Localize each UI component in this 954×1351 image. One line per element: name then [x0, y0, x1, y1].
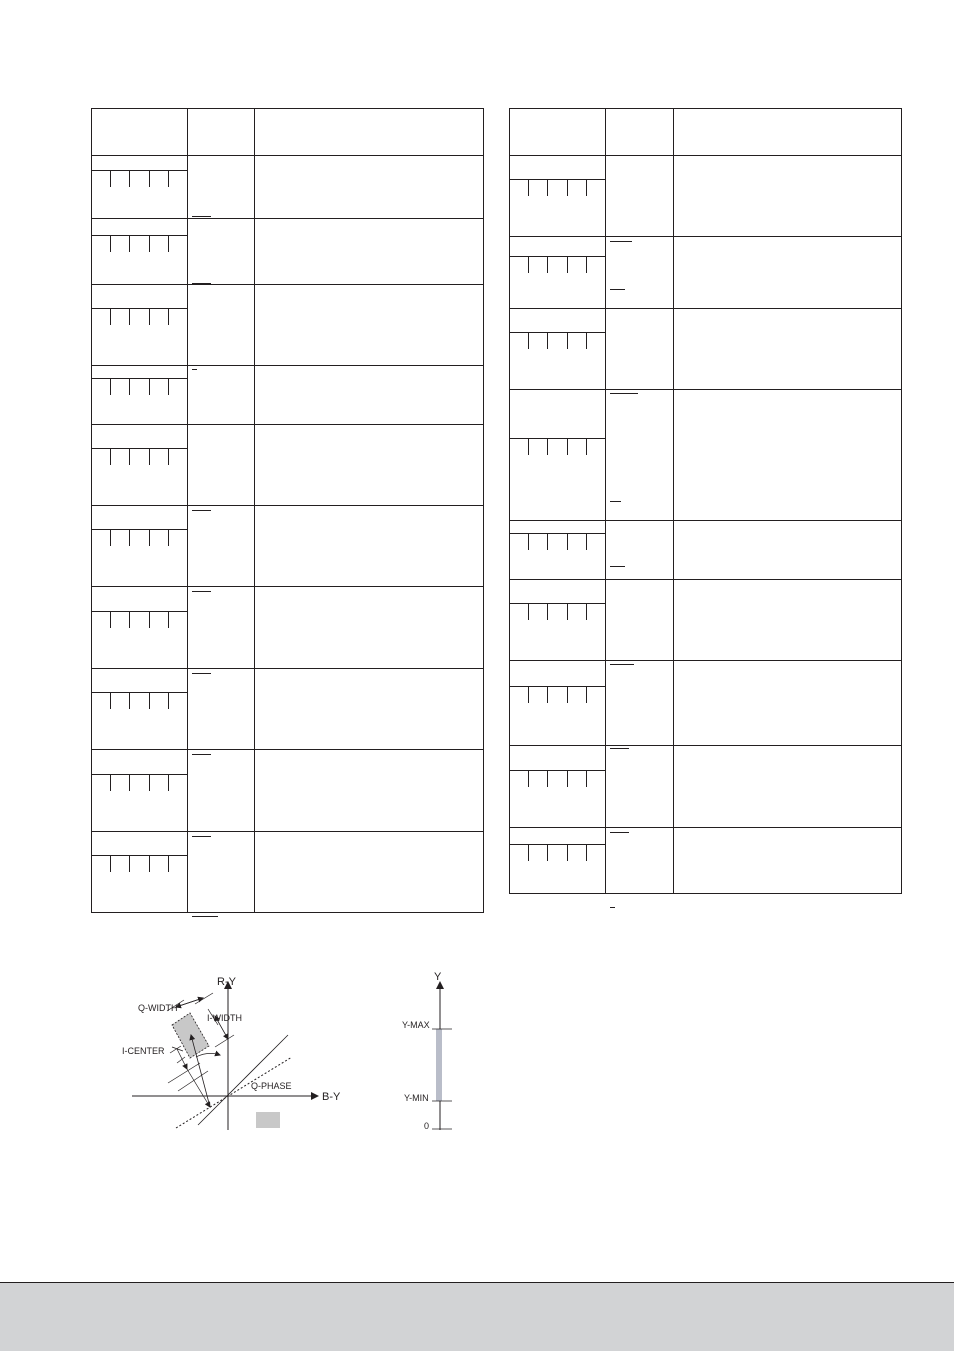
left-table — [91, 108, 484, 913]
footer-band — [0, 1282, 954, 1351]
color-vector-diagram — [110, 965, 370, 1135]
table-row — [510, 521, 902, 580]
table-header-row — [510, 109, 902, 156]
i-width-label: I-WIDTH — [207, 1013, 242, 1023]
table-row — [92, 425, 484, 506]
luminance-diagram — [398, 965, 468, 1135]
table-row — [510, 237, 902, 309]
table-row — [92, 219, 484, 285]
legend-swatch — [256, 1112, 280, 1128]
i-q-region — [172, 1013, 209, 1058]
table-row — [92, 156, 484, 219]
q-phase-label: Q-PHASE — [251, 1081, 292, 1091]
table-row — [510, 309, 902, 390]
table-row — [92, 366, 484, 425]
i-center-label: I-CENTER — [122, 1046, 165, 1056]
table-header-row — [92, 109, 484, 156]
b-y-label: B-Y — [322, 1091, 341, 1103]
table-row — [92, 587, 484, 669]
r-y-label: R-Y — [217, 976, 236, 988]
table-row — [92, 832, 484, 913]
zero-label: 0 — [424, 1121, 430, 1131]
y-max-label: Y-MAX — [402, 1020, 430, 1030]
table-row — [92, 506, 484, 587]
table-row — [510, 746, 902, 828]
q-width-label: Q-WIDTH — [138, 1003, 178, 1013]
y-range-bar — [436, 1029, 442, 1101]
table-row — [510, 828, 902, 894]
table-row — [92, 750, 484, 832]
right-table — [509, 108, 902, 894]
table-row — [510, 390, 902, 521]
y-label: Y — [434, 971, 442, 983]
y-min-label: Y-MIN — [404, 1093, 429, 1103]
table-row — [510, 661, 902, 746]
table-row — [92, 669, 484, 750]
table-row — [92, 285, 484, 366]
table-row — [510, 156, 902, 237]
table-row — [510, 580, 902, 661]
